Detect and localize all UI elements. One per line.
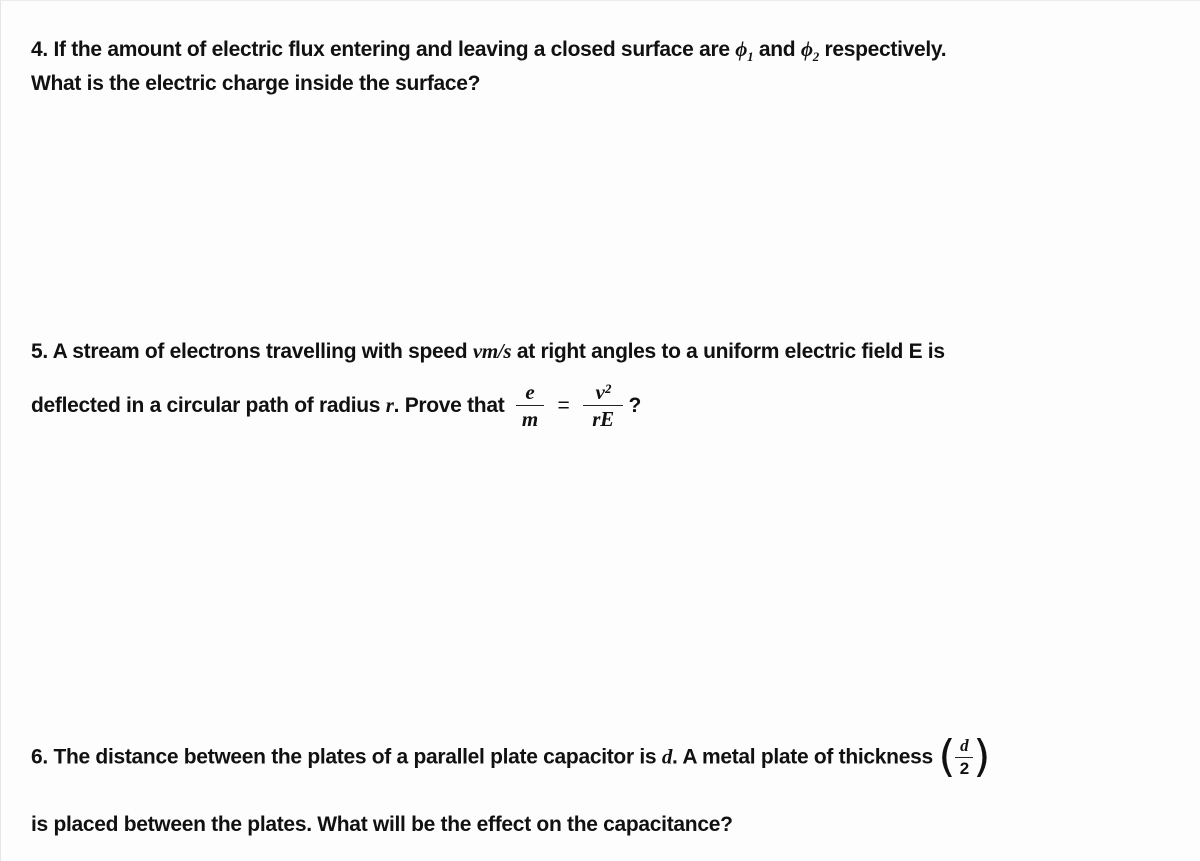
q6-thickness-fraction [955, 737, 973, 778]
q5-line-1 [31, 341, 945, 362]
q6-text: 6. The distance between the plates of a parallel plate capacitor is [31, 745, 657, 769]
q5-equals: = [557, 394, 570, 418]
q4-line-1 [31, 37, 947, 64]
q4-line-2 [31, 73, 480, 94]
q4-question: What is the electric charge inside the surface? [31, 72, 481, 95]
q5-prove-text: . Prove that [393, 394, 505, 418]
q4-respectively: respectively. [824, 38, 947, 61]
q5-text-rest: at right angles to a uniform electric field E is [516, 340, 945, 363]
q5-lhs-den: m [521, 407, 538, 432]
q5-question-mark: ? [628, 394, 642, 418]
q6-d-var: d [661, 744, 673, 769]
q4-phi1: $\phi_1$ [735, 37, 754, 64]
q6-line-1 [31, 731, 991, 782]
q5-text: 5. A stream of electrons travelling with speed [31, 340, 468, 363]
q6-text-rest: . A metal plate of thickness [672, 745, 933, 769]
q6-question: is placed between the plates. What will be the effect on the capacitance? [31, 813, 733, 836]
q5-rhs-den: rE [592, 407, 614, 432]
q5-lhs-num: e [525, 380, 535, 404]
q6-frac-den: 2 [959, 758, 969, 778]
q5-radius-var: r [385, 393, 394, 418]
q4-phi2: $\phi_2$ [800, 37, 819, 64]
q6-paren-close: ) [973, 731, 991, 782]
q5-speed-var: v [472, 339, 482, 363]
q6-paren-open: ( [938, 731, 956, 782]
q6-frac-num: d [960, 735, 969, 755]
q5-lhs-fraction [516, 381, 544, 430]
q4-and: and [758, 38, 796, 61]
q5-rhs-num: v² [595, 380, 611, 404]
q4-text: 4. If the amount of electric flux entering and leaving a closed surface are [31, 38, 730, 61]
q6-line-2 [31, 814, 733, 835]
q5-speed-unit: m/s [481, 339, 512, 363]
q5-line-2 [31, 381, 641, 430]
q5-rhs-fraction [583, 381, 623, 430]
q5-line2-text: deflected in a circular path of radius [31, 394, 381, 418]
